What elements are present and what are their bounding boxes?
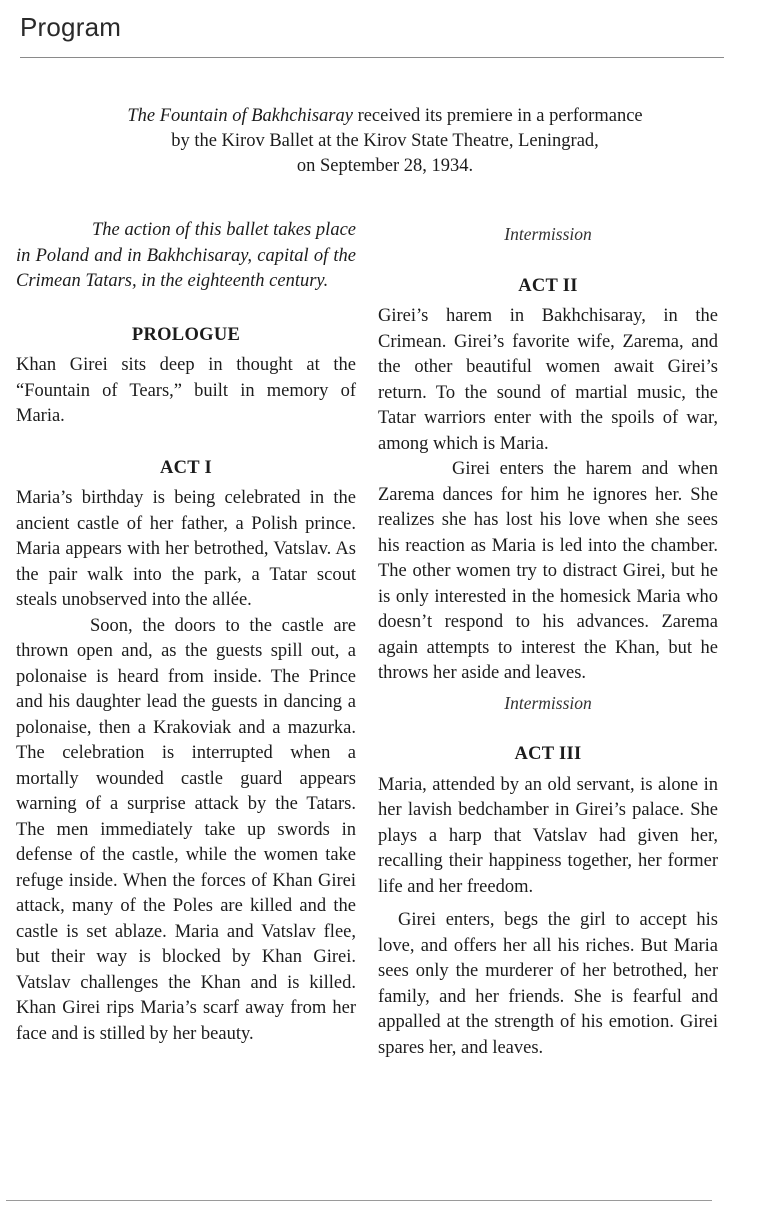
premiere-note xyxy=(80,104,690,179)
header-rule xyxy=(20,57,724,58)
act-1-heading: ACT I xyxy=(159,457,213,478)
spacer xyxy=(16,430,356,456)
premiere-line-1-rest: received its premiere in a performance xyxy=(352,106,643,126)
footer-rule xyxy=(6,1200,712,1201)
act-2-heading: ACT II xyxy=(518,275,578,296)
act-2-paragraph-1: Girei’s harem in Bakhchisaray, in the Crimean. Girei’s favorite wife, Zarema, and the other beautiful women await Girei’s return. To the sound of martial music, the Tatar warriors enter with the spoils of war, among which is Maria. xyxy=(378,306,718,454)
intermission-1: Intermission xyxy=(504,224,592,244)
act-1-paragraph-1: Maria’s birthday is being celebrated in the ancient castle of her father, a Polish prince. Maria appears with her betrothed, Vatslav. As the pair walk into the park, a Tatar scout steals unobserved into the allée. xyxy=(16,488,356,610)
prologue-text: Khan Girei sits deep in thought at the “Fountain of Tears,” built in memory of Maria. xyxy=(16,355,356,426)
act-3-paragraph-2: Girei enters, begs the girl to accept his love, and offers her all his riches. But Maria sees only the murderer of her betrothed, her family, and her friends. She is fearful and appalled at the strength of his emotion. Girei spares her, and leaves. xyxy=(378,910,718,1058)
act-3-paragraph-1: Maria, attended by an old servant, is alone in her lavish bedchamber in Girei’s palace. She plays a harp that Vatslav had given her, recalling their happiness together, her former life and her freedom. xyxy=(378,774,718,897)
setting-note: The action of this ballet takes place in Poland and in Bakhchisaray, capital of the Crimean Tatars, in the eighteenth century. xyxy=(16,220,356,291)
act-1-paragraph-2: Soon, the doors to the castle are thrown open and, as the guests spill out, a polonaise is heard from inside. The Prince and his daughter lead the guests in dancing a polonaise, then a Krakoviak and a mazurka. The celebration is interrupted when a mortally wounded castle guard appears warning of a surprise attack by the Tatars. The men immediately take up swords in defense of the castle, while the women take refuge inside. When the forces of Khan Girei attack, many of the Poles are killed and the castle is set ablaze. Maria and Vatslav flee, but their way is blocked by Khan Girei. Vatslav challenges the Khan and is killed. Khan Girei rips Maria’s scarf away from her face and is stilled by her beauty. xyxy=(16,615,356,1044)
spacer xyxy=(378,900,718,908)
act-3-heading: ACT III xyxy=(514,744,582,764)
right-column xyxy=(378,222,718,1061)
premiere-line-3: on September 28, 1934. xyxy=(296,156,474,176)
premiere-line-2: by the Kirov Ballet at the Kirov State Theatre, Leningrad, xyxy=(171,131,599,151)
prologue-heading: PROLOGUE xyxy=(131,324,241,345)
intermission-2: Intermission xyxy=(504,692,592,713)
ballet-title: The Fountain of Bakhchisaray xyxy=(127,106,353,126)
left-column xyxy=(16,218,356,1047)
page-title: Program xyxy=(20,12,122,42)
act-2-paragraph-2: Girei enters the harem and when Zarema dances for him he ignores her. She realizes she has lost his love when she sees his reaction as Maria is led into the chamber. The other women try to distract Girei, but he is only interested in the homesick Maria who doesn’t respond to his advances. Zarema again attempts to interest the Khan, but he throws her aside and leaves. xyxy=(378,459,718,683)
premiere-line-1 xyxy=(80,104,690,129)
